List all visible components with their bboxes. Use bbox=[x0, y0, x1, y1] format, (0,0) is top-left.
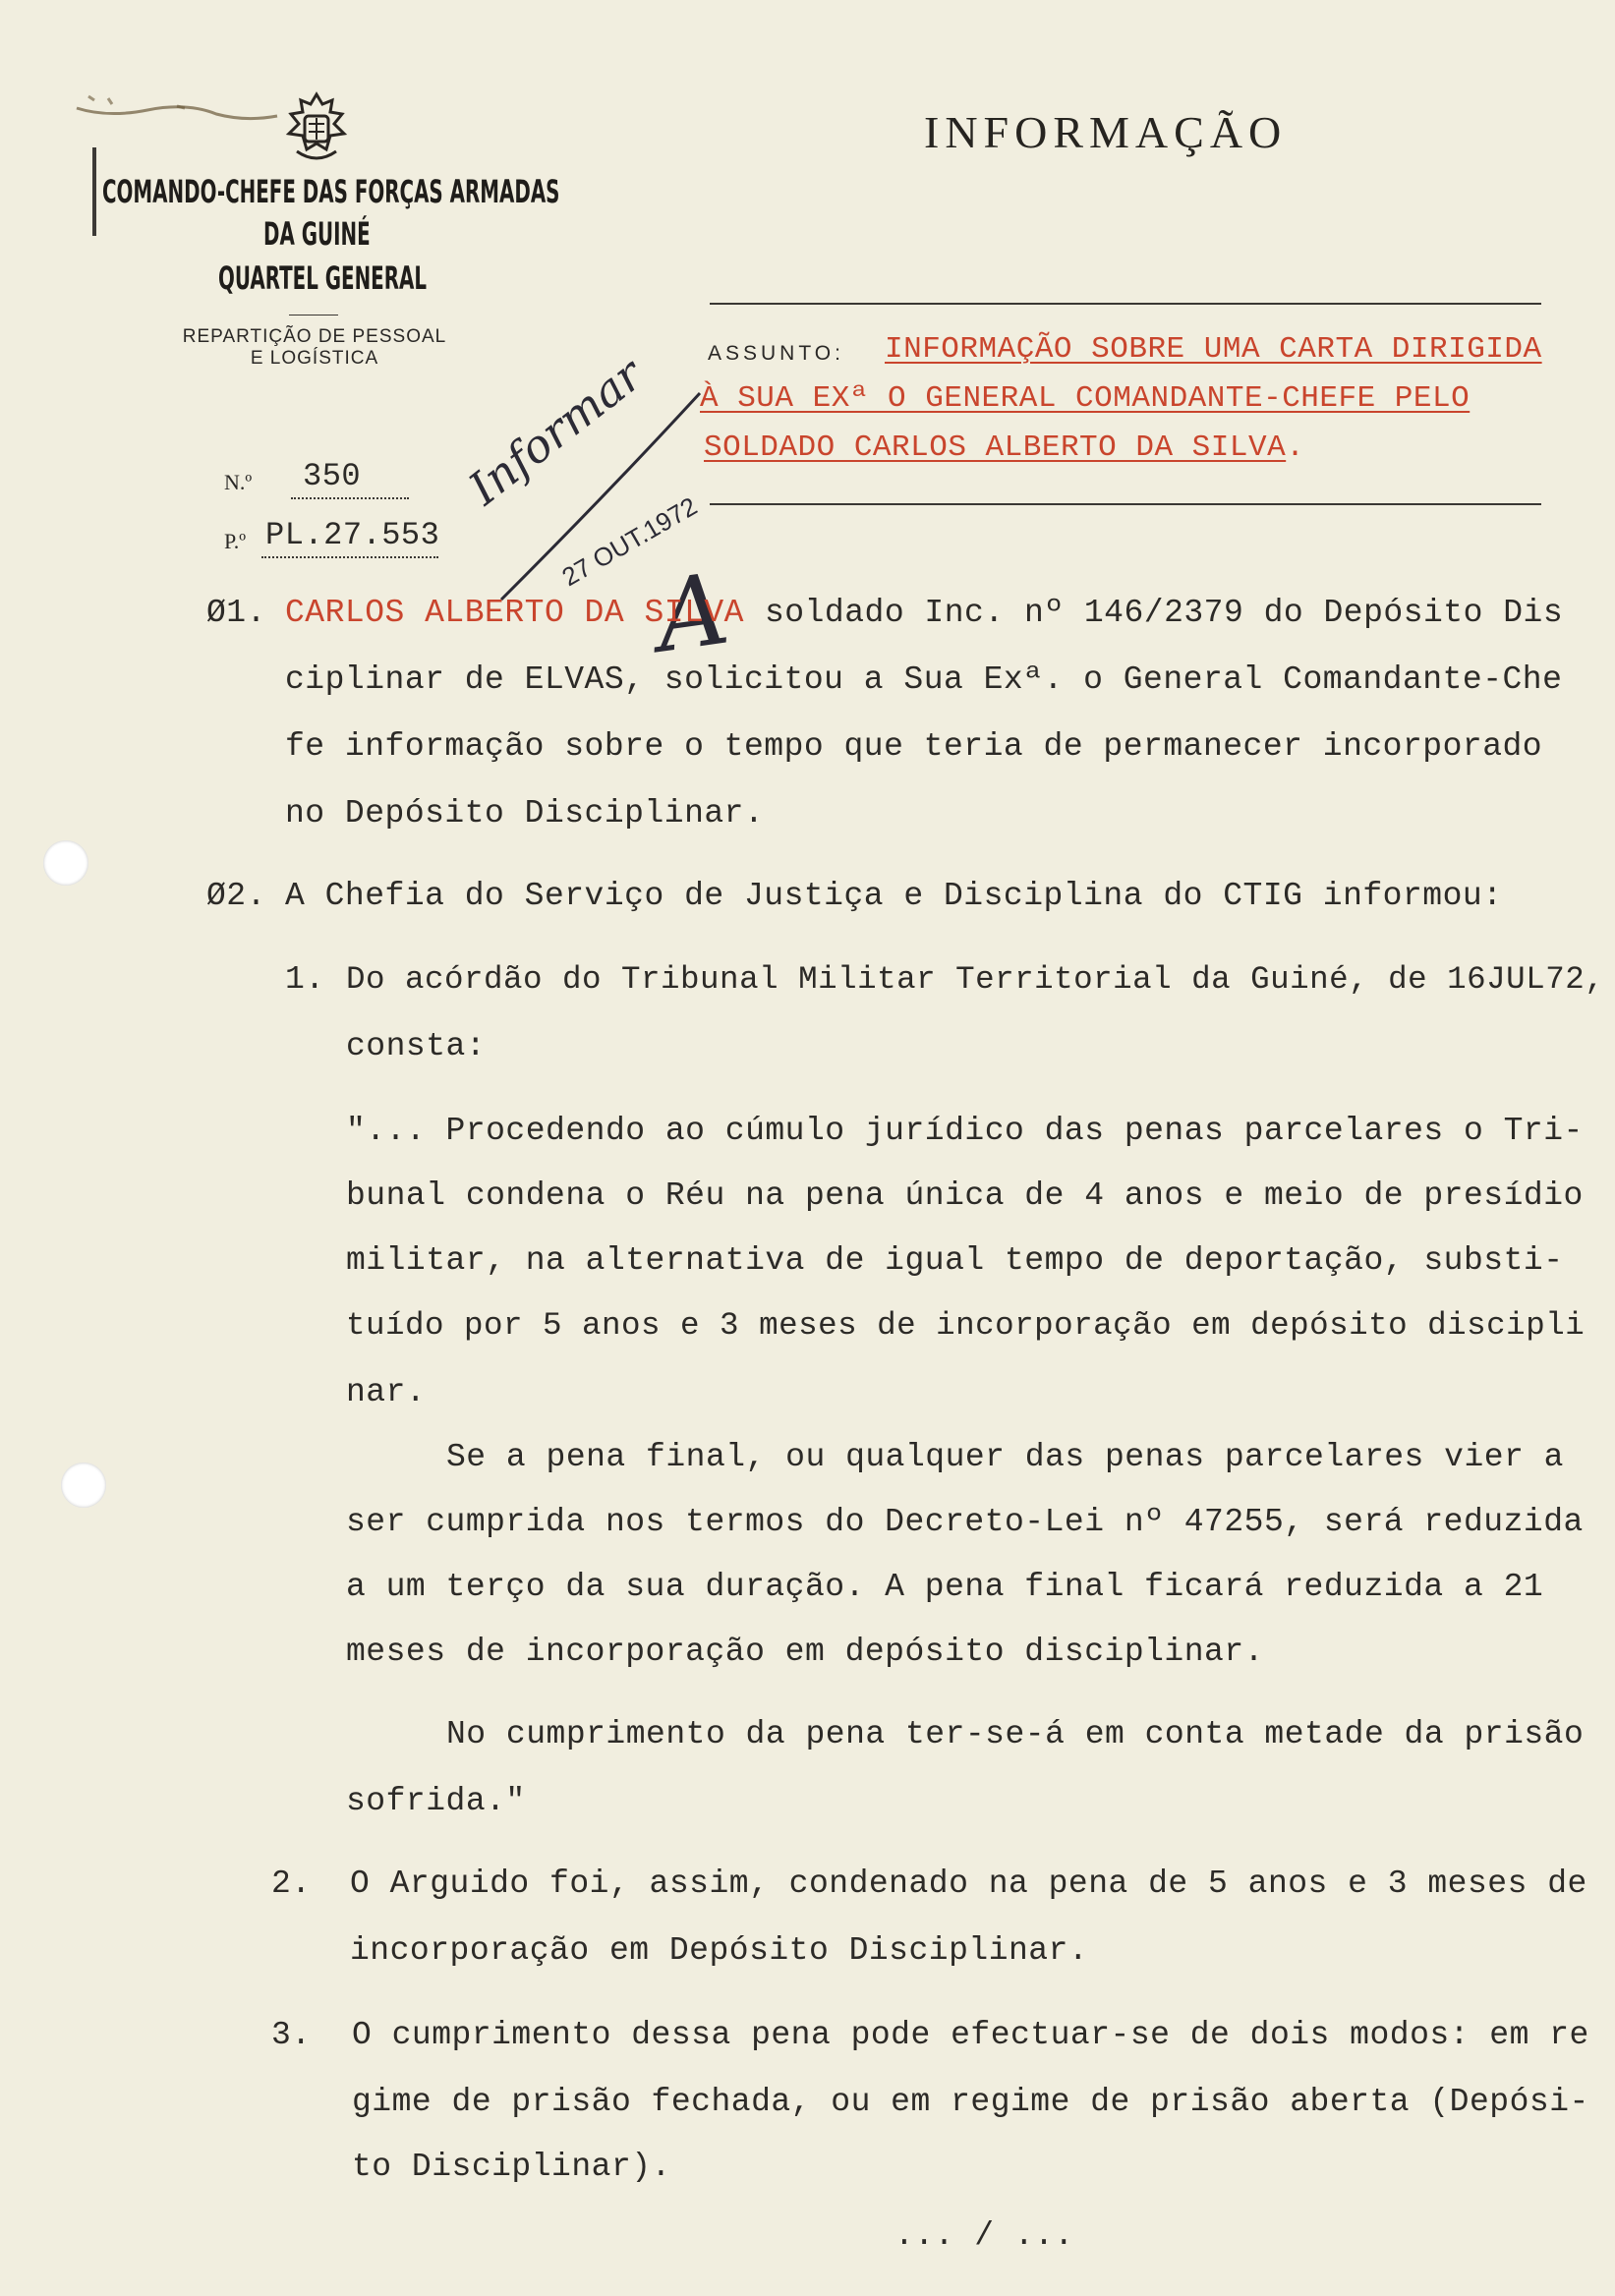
number-value: 350 bbox=[303, 458, 362, 494]
quote-line1: "... Procedendo ao cúmulo jurídico das penas parcelares o Tri- bbox=[346, 1113, 1584, 1149]
assunto-line1: INFORMAÇÃO SOBRE UMA CARTA DIRIGIDA bbox=[885, 332, 1542, 367]
quote-line6: Se a pena final, ou qualquer das penas parcelares vier a bbox=[446, 1439, 1564, 1475]
item-3-number: 3. bbox=[271, 2017, 312, 2053]
assunto-line2: À SUA EXª O GENERAL COMANDANTE-CHEFE PELO bbox=[700, 381, 1471, 416]
quote-line8: a um terço da sua duração. A pena final ficará reduzida a 21 bbox=[346, 1569, 1544, 1605]
punch-hole-bottom bbox=[61, 1463, 106, 1508]
item-1-line2: consta: bbox=[346, 1028, 487, 1064]
department-line2: E LOGÍSTICA bbox=[250, 348, 379, 369]
quote-line4: tuído por 5 anos e 3 meses de incorporação em depósito discipli bbox=[346, 1307, 1586, 1344]
item-3-line3: to Disciplinar). bbox=[352, 2149, 671, 2185]
paragraph-1-line3: fe informação sobre o tempo que teria de permanecer incorporado bbox=[285, 728, 1543, 765]
department-name bbox=[138, 326, 491, 370]
item-1-line1: Do acórdão do Tribunal Militar Territorial da Guiné, de 16JUL72, bbox=[346, 961, 1605, 998]
process-label: P.º bbox=[224, 529, 247, 553]
item-1-number: 1. bbox=[285, 961, 325, 998]
process-dotted-line bbox=[261, 556, 438, 558]
document-title: INFORMAÇÃO bbox=[924, 107, 1288, 157]
process-value: PL.27.553 bbox=[265, 517, 440, 553]
date-stamp: 27 OUT.1972 bbox=[556, 490, 703, 593]
org-name-line1: COMANDO-CHEFE DAS FORÇAS ARMADAS bbox=[102, 173, 560, 210]
department-line1: REPARTIÇÃO DE PESSOAL bbox=[182, 326, 447, 347]
quote-line3: militar, na alternativa de igual tempo de deportação, substi- bbox=[346, 1242, 1564, 1279]
paragraph-1-number: Ø1. bbox=[206, 595, 266, 631]
org-name-line3: QUARTEL GENERAL bbox=[218, 259, 428, 297]
quote-line11: sofrida." bbox=[346, 1783, 526, 1819]
assunto-period: . bbox=[1286, 430, 1305, 465]
coat-of-arms-icon bbox=[277, 90, 356, 171]
handwritten-initials: A bbox=[649, 550, 736, 675]
assunto-bottom-rule bbox=[710, 503, 1541, 505]
item-2-line2: incorporação em Depósito Disciplinar. bbox=[350, 1932, 1089, 1969]
number-dotted-line bbox=[291, 497, 409, 499]
assunto-top-rule bbox=[710, 303, 1541, 305]
paragraph-1-line2: ciplinar de ELVAS, solicitou a Sua Exª. o General Comandante-Che bbox=[285, 661, 1563, 698]
paragraph-1-line4: no Depósito Disciplinar. bbox=[285, 795, 765, 832]
org-name-line2: DA GUINÉ bbox=[263, 215, 371, 253]
number-label: N.º bbox=[224, 470, 253, 494]
item-2-line1: O Arguido foi, assim, condenado na pena de 5 anos e 3 meses de bbox=[350, 1866, 1587, 1902]
item-3-line1: O cumprimento dessa pena pode efectuar-se de dois modos: em re bbox=[352, 2017, 1589, 2053]
item-2-number: 2. bbox=[271, 1866, 312, 1902]
assunto-line3: SOLDADO CARLOS ALBERTO DA SILVA bbox=[704, 430, 1287, 465]
assunto-label: ASSUNTO: bbox=[708, 342, 844, 365]
letterhead-divider bbox=[289, 315, 338, 316]
paragraph-2-line1: A Chefia do Serviço de Justiça e Disciplina do CTIG informou: bbox=[285, 878, 1503, 914]
margin-bracket-mark bbox=[92, 147, 96, 236]
ink-smudge-mark bbox=[69, 88, 285, 147]
paragraph-1-line1: soldado Inc. nº 146/2379 do Depósito Dis bbox=[765, 595, 1564, 631]
quote-line2: bunal condena o Réu na pena única de 4 anos e meio de presídio bbox=[346, 1177, 1584, 1214]
assunto-line3-wrap bbox=[704, 430, 1304, 465]
paragraph-2-number: Ø2. bbox=[206, 878, 266, 914]
continuation-mark: ... / ... bbox=[894, 2217, 1074, 2254]
punch-hole-top bbox=[43, 840, 88, 886]
paragraph-1-subject-name: CARLOS ALBERTO DA SILVA bbox=[285, 595, 744, 631]
quote-line5: nar. bbox=[346, 1374, 427, 1410]
quote-line7: ser cumprida nos termos do Decreto-Lei nº 47255, será reduzida bbox=[346, 1504, 1584, 1540]
item-3-line2: gime de prisão fechada, ou em regime de prisão aberta (Depósi- bbox=[352, 2084, 1589, 2120]
quote-line9: meses de incorporação em depósito disciplinar. bbox=[346, 1634, 1264, 1670]
handwritten-informar-note: Informar bbox=[458, 347, 653, 515]
quote-line10: No cumprimento da pena ter-se-á em conta metade da prisão bbox=[446, 1716, 1585, 1752]
